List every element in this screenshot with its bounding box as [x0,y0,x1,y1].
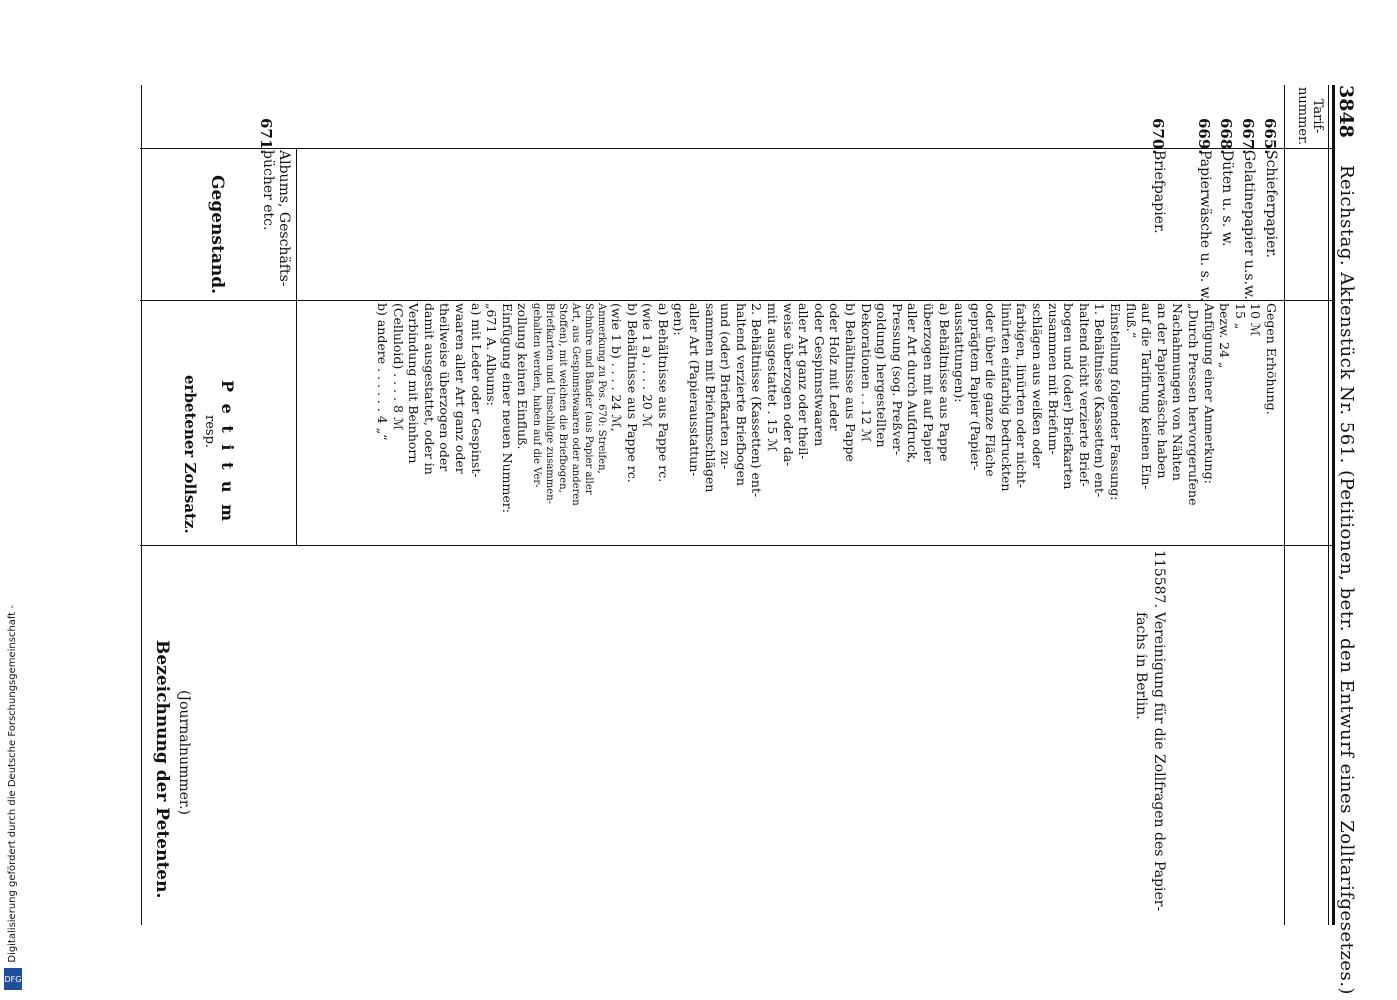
petitum-line: (wie 1 b) . . . . 24 ℳ, [609,303,625,432]
petitum-line: oder Holz mit Leder [827,303,843,431]
petitum-line: 15 „ [1232,303,1248,330]
petitum-line: theilweise überzogen oder [437,303,453,472]
petitum-line: oder über die ganze Fläche [983,303,999,477]
petitum-line: fluß.“ [1123,303,1139,339]
petitum-line: Stoffen), mit welchen die Briefbogen, [557,303,569,493]
petitum-line: weise überzogen oder da- [780,303,796,467]
petitum-line: Briefkarten und Umschläge zusammen- [544,303,556,505]
petitum-line: geprägtem Papier (Papier- [967,303,983,471]
petitum-line: b) andere . . . . . . 4 „“ [375,303,391,441]
header-petitum: P e t i t u m [218,380,237,525]
petent-journal: 115587. [1151,550,1167,608]
petitum-line: a) Behältnisse aus Pappe rc. [655,303,671,483]
row-nr-669: 669. [1195,118,1213,155]
petitum-line: Pressung (sog. Preßver- [889,303,905,456]
petitum-line: Nachahmungen von Nähten [1170,303,1186,481]
petitum-line: 1. Behältnisse (Kassetten) ent- [1092,303,1108,498]
header-gegenstand: Gegenstand. [207,175,227,294]
petitum-line: Gegen Erhöhung. [1264,303,1279,415]
header-petenten-sub: (Journalnummer.) [176,690,192,815]
row-nr-670: 670. [1149,118,1167,155]
petitum-line: Anfügung einer Anmerkung: [1201,303,1217,484]
petitum-line: bogen und (oder) Briefkarten [1061,303,1077,490]
header-tarif: Tarif- nummer. [1295,86,1325,145]
row-gegenstand-665: Schieferpapier. [1263,150,1279,259]
petitum-column [375,303,1279,543]
dfg-logo: DFG [4,968,22,990]
petitum-line: Anmerkung zu Pos. 670: Streifen, [596,303,608,474]
petitum-line: b) Behältnisse aus Pappe [842,303,858,462]
petitum-line: zusammen mit Briefum- [1045,303,1061,455]
petitum-line: Einfügung einer neuen Nummer: [499,303,515,513]
petitum-line: auf die Tarifirung keinen Ein- [1139,303,1155,490]
header-rule [1284,85,1285,925]
row-nr-671: 671. [257,118,275,155]
row-nr-668: 668. [1217,118,1235,155]
top-rule-thin [1328,85,1329,925]
petitum-line: goldung) hergestellten [874,303,890,448]
top-rule [1332,85,1335,925]
row-gegenstand-670: Briefpapier. [1151,150,1167,234]
petitum-line: 10 ℳ [1248,303,1264,337]
row-gegenstand-669: Papierwäsche u. s. w. [1197,150,1213,302]
header-petitum-sub: erbetener Zollsatz. [181,375,199,534]
petitum-line: „Durch Pressen hervorgerufene [1186,303,1202,506]
running-header: Reichstag. Aktenstück Nr. 561. (Petitionen, betr. den Entwurf eines Zolltarifgesetzes.) [1336,165,1357,995]
bottom-rule [141,85,142,925]
petitum-line: aller Art durch Aufdruck, [905,303,921,464]
petitum-line: oder Gespinnstwaaren [811,303,827,447]
petitum-line: (wie 1 a) . . . . 20 ℳ [640,303,656,428]
petitum-line: farbigen, linürten oder nicht- [1014,303,1030,489]
digitization-credit: Digitalisierung gefördert durch die Deutsche Forschungsgemeinschaft - [7,605,18,963]
petitum-line: bezw. 24 „ [1217,303,1233,369]
row-nr-665: 665. [1261,118,1279,155]
page-number: 3848 [1335,85,1357,138]
petent-name-line1: Vereinigung für die Zollfragen des Papier- [1151,612,1167,912]
petitum-line: damit ausgestattet, oder in [421,303,437,475]
petitum-line: Dekorationen . . 12 ℳ [858,303,874,443]
row-gegenstand-668: Düten u. s. w. [1219,150,1235,247]
petitum-line: gen): [671,303,687,336]
col-divider-3 [140,545,1335,546]
petitum-line: zollung keinen Einfluß. [515,303,531,450]
petitum-line: gehalten werden, haben auf die Ver- [531,303,543,488]
row-nr-667: 667. [1239,118,1257,155]
petitum-line: aller Art (Papierausstattun- [687,303,703,477]
petitum-line: 2. Behältnisse (Kassetten) ent- [749,303,765,498]
petitum-line: a) Behältnisse aus Pappe [936,303,952,462]
petitum-line: mit ausgestattet . 15 ℳ [765,303,780,452]
col-divider-2 [140,300,1335,301]
petitum-line: Schnüre und Bänder (aus Papier aller [583,303,595,495]
petitum-line: an der Papierwäsche haben [1154,303,1170,479]
petitum-line: sammen mit Briefumschlägen [702,303,718,493]
row-rule-671 [296,148,297,545]
petitum-line: a) mit Leder oder Gespinst- [468,303,484,478]
petitum-line: und (oder) Briefkarten zu- [718,303,734,470]
petitum-line: Verbindung mit Beinhorn [406,303,422,464]
petitum-line: linürten einfarbig bedruckten [998,303,1014,492]
petitum-line: Art, aus Gespinnstwaaren oder anderen [570,303,582,506]
petitum-line: haltend verzierte Briefbogen [733,303,749,486]
petitum-line: waaren aller Art ganz oder [453,303,469,474]
petitum-line: schlägen aus weißen oder [1030,303,1046,468]
petitum-line: haltend nicht verzierte Brief- [1076,303,1092,487]
petitum-line: (Celluloid) . . . . 8 ℳ [390,303,406,431]
petitum-line: überzogen mit auf Papier [920,303,936,464]
row-gegenstand-667: Gelatinepapier u.s.w. [1241,150,1257,300]
header-petitum-resp: resp. [202,415,217,449]
petitum-line: Einstellung folgender Fassung: [1108,303,1124,501]
petent-name-line2: fachs in Berlin. [1133,612,1149,720]
petitum-line: b) Behältnisse aus Pappe rc. [624,303,640,483]
row-gegenstand-671: Albums, Geschäfts- bücher etc. [260,150,292,287]
petitum-line: aller Art ganz oder theil- [796,303,812,460]
header-petenten: Bezeichnung der Petenten. [152,640,172,899]
petitum-line: ausstattungen): [952,303,968,403]
petitum-line: „671 A. Albums: [484,303,500,406]
